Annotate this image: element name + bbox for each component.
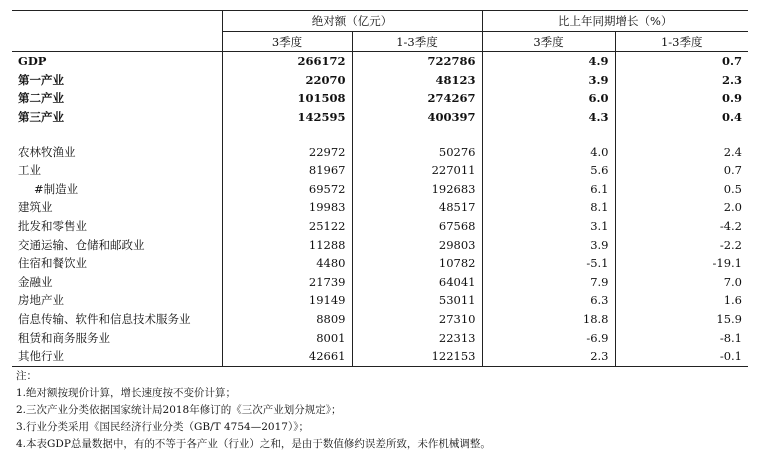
row-q13-growth: 7.0 bbox=[723, 274, 742, 289]
row-q3-growth: 18.8 bbox=[482, 310, 615, 329]
row-q3-value: 81967 bbox=[222, 161, 352, 180]
row-q13-growth: 1.6 bbox=[723, 293, 742, 308]
spacer-cell bbox=[12, 126, 222, 142]
row-q13-value: 48123 bbox=[352, 71, 482, 90]
gdp-table-container bbox=[12, 10, 748, 453]
row-name: 第三产业 bbox=[12, 108, 222, 127]
header-q3-growth: 3季度 bbox=[482, 32, 615, 52]
row-name: 工业 bbox=[12, 161, 222, 180]
table-row bbox=[12, 291, 748, 310]
row-name: 住宿和餐饮业 bbox=[12, 254, 222, 273]
table-row bbox=[12, 254, 748, 273]
notes-label: 注： bbox=[16, 369, 37, 382]
header-absolute: 绝对额（亿元） bbox=[222, 11, 482, 32]
row-q13-growth: 0.4 bbox=[721, 110, 742, 125]
table-row bbox=[12, 217, 748, 236]
row-q3-value: 266172 bbox=[222, 52, 352, 71]
row-name: 信息传输、软件和信息技术服务业 bbox=[12, 310, 222, 329]
row-q3-value: 69572 bbox=[222, 180, 352, 199]
note-item: 3.行业分类采用《国民经济行业分类（GB/T 4754—2017）》； bbox=[16, 420, 309, 433]
row-q13-value: 50276 bbox=[352, 142, 482, 161]
table-row bbox=[12, 89, 748, 108]
row-name: 交通运输、仓储和邮政业 bbox=[12, 235, 222, 254]
row-q3-growth: 6.0 bbox=[482, 89, 615, 108]
row-q13-growth: -4.2 bbox=[719, 219, 742, 234]
row-q13-value: 192683 bbox=[352, 180, 482, 199]
row-q13-value: 722786 bbox=[352, 52, 482, 71]
row-q3-growth: 4.0 bbox=[482, 142, 615, 161]
row-q13-value: 122153 bbox=[352, 347, 482, 366]
note-item: 4.本表GDP总量数据中，有的不等于各产业（行业）之和，是由于数值修约误差所致，未作机械调整。 bbox=[16, 437, 491, 450]
row-q3-value: 19149 bbox=[222, 291, 352, 310]
row-q13-growth: 0.7 bbox=[615, 52, 748, 71]
row-q3-value: 19983 bbox=[222, 198, 352, 217]
row-q13-growth: 15.9 bbox=[716, 312, 742, 327]
row-q13-growth: 0.9 bbox=[721, 91, 742, 106]
row-q13-growth: -0.1 bbox=[615, 347, 748, 366]
row-name: 建筑业 bbox=[12, 198, 222, 217]
row-name: 批发和零售业 bbox=[12, 217, 222, 236]
table-row bbox=[12, 52, 748, 71]
header-growth: 比上年同期增长（%） bbox=[482, 11, 748, 32]
row-q3-growth: -6.9 bbox=[482, 328, 615, 347]
table-row bbox=[12, 273, 748, 292]
row-name: 租赁和商务服务业 bbox=[12, 328, 222, 347]
row-q13-value: 67568 bbox=[352, 217, 482, 236]
table-row bbox=[12, 71, 748, 90]
row-name: GDP bbox=[12, 52, 222, 71]
row-name: 金融业 bbox=[12, 273, 222, 292]
row-q3-value: 4480 bbox=[222, 254, 352, 273]
row-q13-value: 10782 bbox=[352, 254, 482, 273]
table-body bbox=[12, 52, 748, 367]
row-q13-growth: -19.1 bbox=[712, 256, 742, 271]
table-row bbox=[12, 198, 748, 217]
note-item: 2.三次产业分类依据国家统计局2018年修订的《三次产业划分规定》； bbox=[16, 403, 342, 416]
row-q3-growth: 6.1 bbox=[482, 180, 615, 199]
row-q3-value: 142595 bbox=[222, 108, 352, 127]
row-name: 第二产业 bbox=[12, 89, 222, 108]
spacer-cell bbox=[222, 126, 352, 142]
row-q3-value: 42661 bbox=[222, 347, 352, 366]
row-q13-value: 48517 bbox=[352, 198, 482, 217]
row-q3-value: 22070 bbox=[222, 71, 352, 90]
row-q3-value: 11288 bbox=[222, 235, 352, 254]
row-q13-growth: 2.4 bbox=[723, 144, 742, 159]
header-q13-growth: 1-3季度 bbox=[615, 32, 748, 52]
row-q13-value: 53011 bbox=[352, 291, 482, 310]
row-q3-growth: 7.9 bbox=[482, 273, 615, 292]
row-q3-growth: 6.3 bbox=[482, 291, 615, 310]
row-q3-growth: 3.9 bbox=[482, 235, 615, 254]
header-q13: 1-3季度 bbox=[352, 32, 482, 52]
row-q3-growth: 4.3 bbox=[482, 108, 615, 127]
table-row bbox=[12, 180, 748, 199]
spacer-cell bbox=[482, 126, 615, 142]
row-name: 其他行业 bbox=[12, 347, 222, 366]
row-name: 房地产业 bbox=[12, 291, 222, 310]
table-spacer-row bbox=[12, 126, 748, 142]
table-row bbox=[12, 142, 748, 161]
header-q3: 3季度 bbox=[222, 32, 352, 52]
row-q3-value: 21739 bbox=[222, 273, 352, 292]
row-q3-value: 8001 bbox=[222, 328, 352, 347]
row-name: #制造业 bbox=[12, 180, 222, 199]
table-row bbox=[12, 310, 748, 329]
row-q3-value: 22972 bbox=[222, 142, 352, 161]
row-q13-growth: 0.5 bbox=[723, 181, 742, 196]
row-q13-value: 274267 bbox=[352, 89, 482, 108]
table-row bbox=[12, 328, 748, 347]
row-q13-growth: 2.3 bbox=[721, 72, 742, 87]
row-q3-growth: 3.9 bbox=[482, 71, 615, 90]
row-q13-value: 64041 bbox=[352, 273, 482, 292]
row-q13-value: 227011 bbox=[352, 161, 482, 180]
table-notes bbox=[12, 368, 748, 453]
row-q13-growth: 0.7 bbox=[723, 163, 742, 178]
row-name: 第一产业 bbox=[12, 71, 222, 90]
header-row-group bbox=[12, 11, 748, 32]
gdp-table bbox=[12, 10, 748, 367]
row-q13-growth: -8.1 bbox=[719, 330, 742, 345]
header-corner bbox=[12, 11, 222, 52]
table-row bbox=[12, 108, 748, 127]
row-q3-value: 25122 bbox=[222, 217, 352, 236]
row-q3-growth: 2.3 bbox=[482, 347, 615, 366]
row-q13-value: 400397 bbox=[352, 108, 482, 127]
row-q3-growth: 4.9 bbox=[482, 52, 615, 71]
row-q13-growth: -2.2 bbox=[719, 237, 742, 252]
row-name: 农林牧渔业 bbox=[12, 142, 222, 161]
row-q3-growth: 8.1 bbox=[482, 198, 615, 217]
spacer-cell bbox=[352, 126, 482, 142]
table-row bbox=[12, 347, 748, 366]
row-q3-growth: -5.1 bbox=[482, 254, 615, 273]
row-q3-growth: 5.6 bbox=[482, 161, 615, 180]
row-q13-growth: 2.0 bbox=[723, 200, 742, 215]
table-row bbox=[12, 161, 748, 180]
note-item: 1.绝对额按现价计算，增长速度按不变价计算； bbox=[16, 386, 237, 399]
row-q3-value: 8809 bbox=[222, 310, 352, 329]
spacer-cell bbox=[615, 126, 748, 142]
table-row bbox=[12, 235, 748, 254]
row-q13-value: 27310 bbox=[352, 310, 482, 329]
row-q13-value: 22313 bbox=[352, 328, 482, 347]
row-q3-growth: 3.1 bbox=[482, 217, 615, 236]
row-q13-value: 29803 bbox=[352, 235, 482, 254]
row-q3-value: 101508 bbox=[222, 89, 352, 108]
